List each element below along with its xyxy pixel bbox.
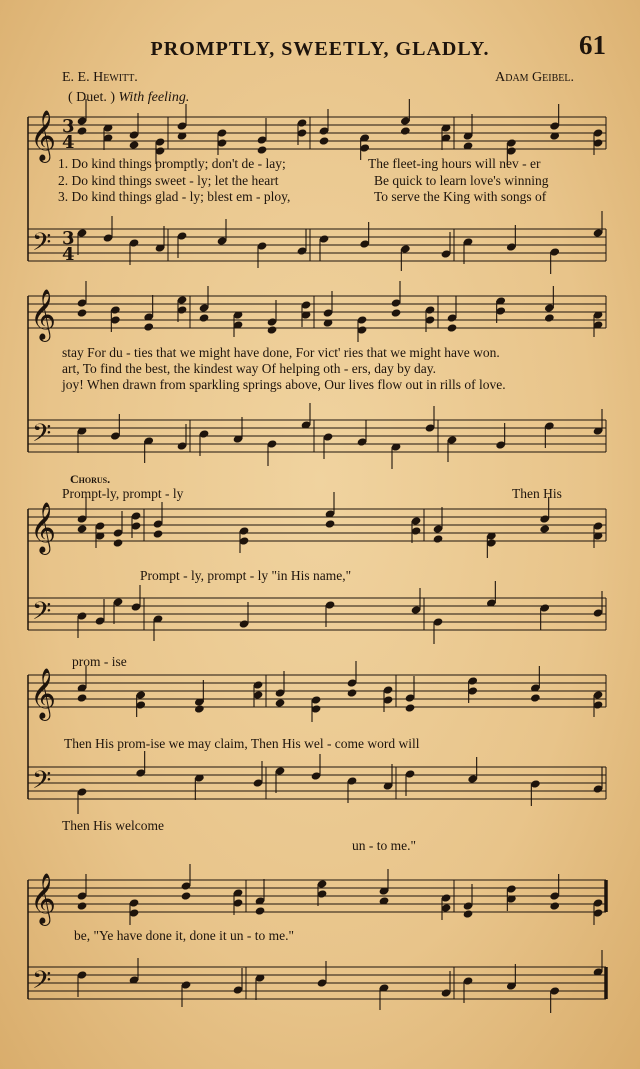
chorus-upper-lyric-right: Then His [512,486,562,501]
treble-harmony-note-head [267,325,278,334]
composer-credit: Adam Geibel. [495,70,574,85]
verse2-lyric-b: Be quick to learn love's winning [374,173,549,188]
verse1-lyric-a: 1. Do kind things promptly; don't de - lay; [58,156,286,171]
treble-time-signature-top: 3 [62,116,75,137]
verse3-lyric-a: 3. Do kind things glad - ly; blest em - ploy, [58,189,291,204]
verse2-lyric-line2: art, To find the best, the kindest way Of helping oth - ers, day by day. [62,361,436,376]
system3-treble-staff [28,509,606,541]
treble-harmony-note-head [463,909,474,918]
bass-clef-icon: 𝄢 [32,228,52,263]
treble-clef-icon: 𝄞 [30,873,57,924]
system4-upper-lyric: prom - ise [72,654,127,669]
system4-middle-lyric: Then His prom-ise we may claim, Then His wel - come word will [64,736,420,751]
system4-bass-staff [28,767,606,799]
chorus-upper-lyric: Prompt-ly, prompt - ly [62,486,184,501]
treble-clef-icon: 𝄞 [30,110,57,161]
treble-clef-icon: 𝄞 [30,668,57,719]
treble-clef-icon: 𝄞 [30,289,57,340]
treble-harmony-note-head [153,529,164,538]
system1-bass-staff [28,229,606,261]
treble-harmony-note-head [433,534,444,543]
lyricist-credit: E. E. Hewitt. [62,70,138,85]
treble-harmony-note-head [129,140,140,149]
treble-harmony-note-head [405,703,416,712]
treble-harmony-note-head [77,901,88,910]
chorus-middle-lyric: Prompt - ly, prompt - ly "in His name," [140,568,352,583]
treble-harmony-note-head [530,693,541,702]
verse3-lyric-b: To serve the King with songs of [374,189,547,204]
bass-time-signature-top: 3 [62,228,75,249]
expression-label: With feeling. [118,90,190,105]
treble-harmony-note-head [199,313,210,322]
treble-harmony-note-head [347,688,358,697]
treble-harmony-note-head [275,698,286,707]
treble-harmony-note-head [544,313,555,322]
page-number: 61 [579,30,606,60]
bass-clef-icon: 𝄢 [32,766,52,801]
treble-harmony-note-head [257,145,268,154]
bass-clef-icon: 𝄢 [32,597,52,632]
system4-lower-lyric: Then His welcome [62,818,164,833]
treble-harmony-note-head [400,126,411,135]
treble-harmony-note-head [77,524,88,533]
verse3-lyric-line2: joy! When drawn from sparkling springs above, Our lives flow out in rills of love. [62,377,506,392]
treble-harmony-note-head [447,323,458,332]
treble-time-signature-bottom: 4 [62,132,75,153]
chorus-label: Chorus. [70,472,111,486]
treble-harmony-note-head [549,901,560,910]
system5-treble-staff [28,880,606,912]
bass-clef-icon: 𝄢 [32,966,52,1001]
treble-harmony-note-head [143,322,154,331]
treble-clef-icon: 𝄞 [30,502,57,553]
bass-time-signature-bottom: 4 [62,244,75,265]
treble-harmony-note-head [77,693,88,702]
treble-harmony-note-head [194,704,205,713]
verse2-lyric-a: 2. Do kind things sweet - ly; let the heart [58,173,279,188]
treble-harmony-note-head [391,308,402,317]
treble-harmony-note-head [539,524,550,533]
treble-harmony-note-head [319,136,330,145]
treble-harmony-note-head [77,126,88,135]
system5-upper-lyric: un - to me." [352,838,416,853]
treble-harmony-note-head [325,519,336,528]
verse1-lyric-line2: stay For du - ties that we might have done, For vict' ries that we might have won. [62,345,500,360]
treble-harmony-note-head [77,308,88,317]
verse1-lyric-b: The fleet-ing hours will nev - er [368,156,541,171]
voicing-label: ( Duet. ) [68,90,116,105]
system5-bass-staff [28,967,606,999]
system1-treble-staff [28,117,606,149]
treble-harmony-note-head [181,891,192,900]
hymn-title: PROMPTLY, SWEETLY, GLADLY. [150,38,490,60]
system5-middle-lyric: be, "Ye have done it, done it un - to me." [74,928,294,943]
treble-harmony-note-head [255,906,266,915]
treble-harmony-note-head [113,538,124,547]
bass-clef-icon: 𝄢 [32,419,52,454]
